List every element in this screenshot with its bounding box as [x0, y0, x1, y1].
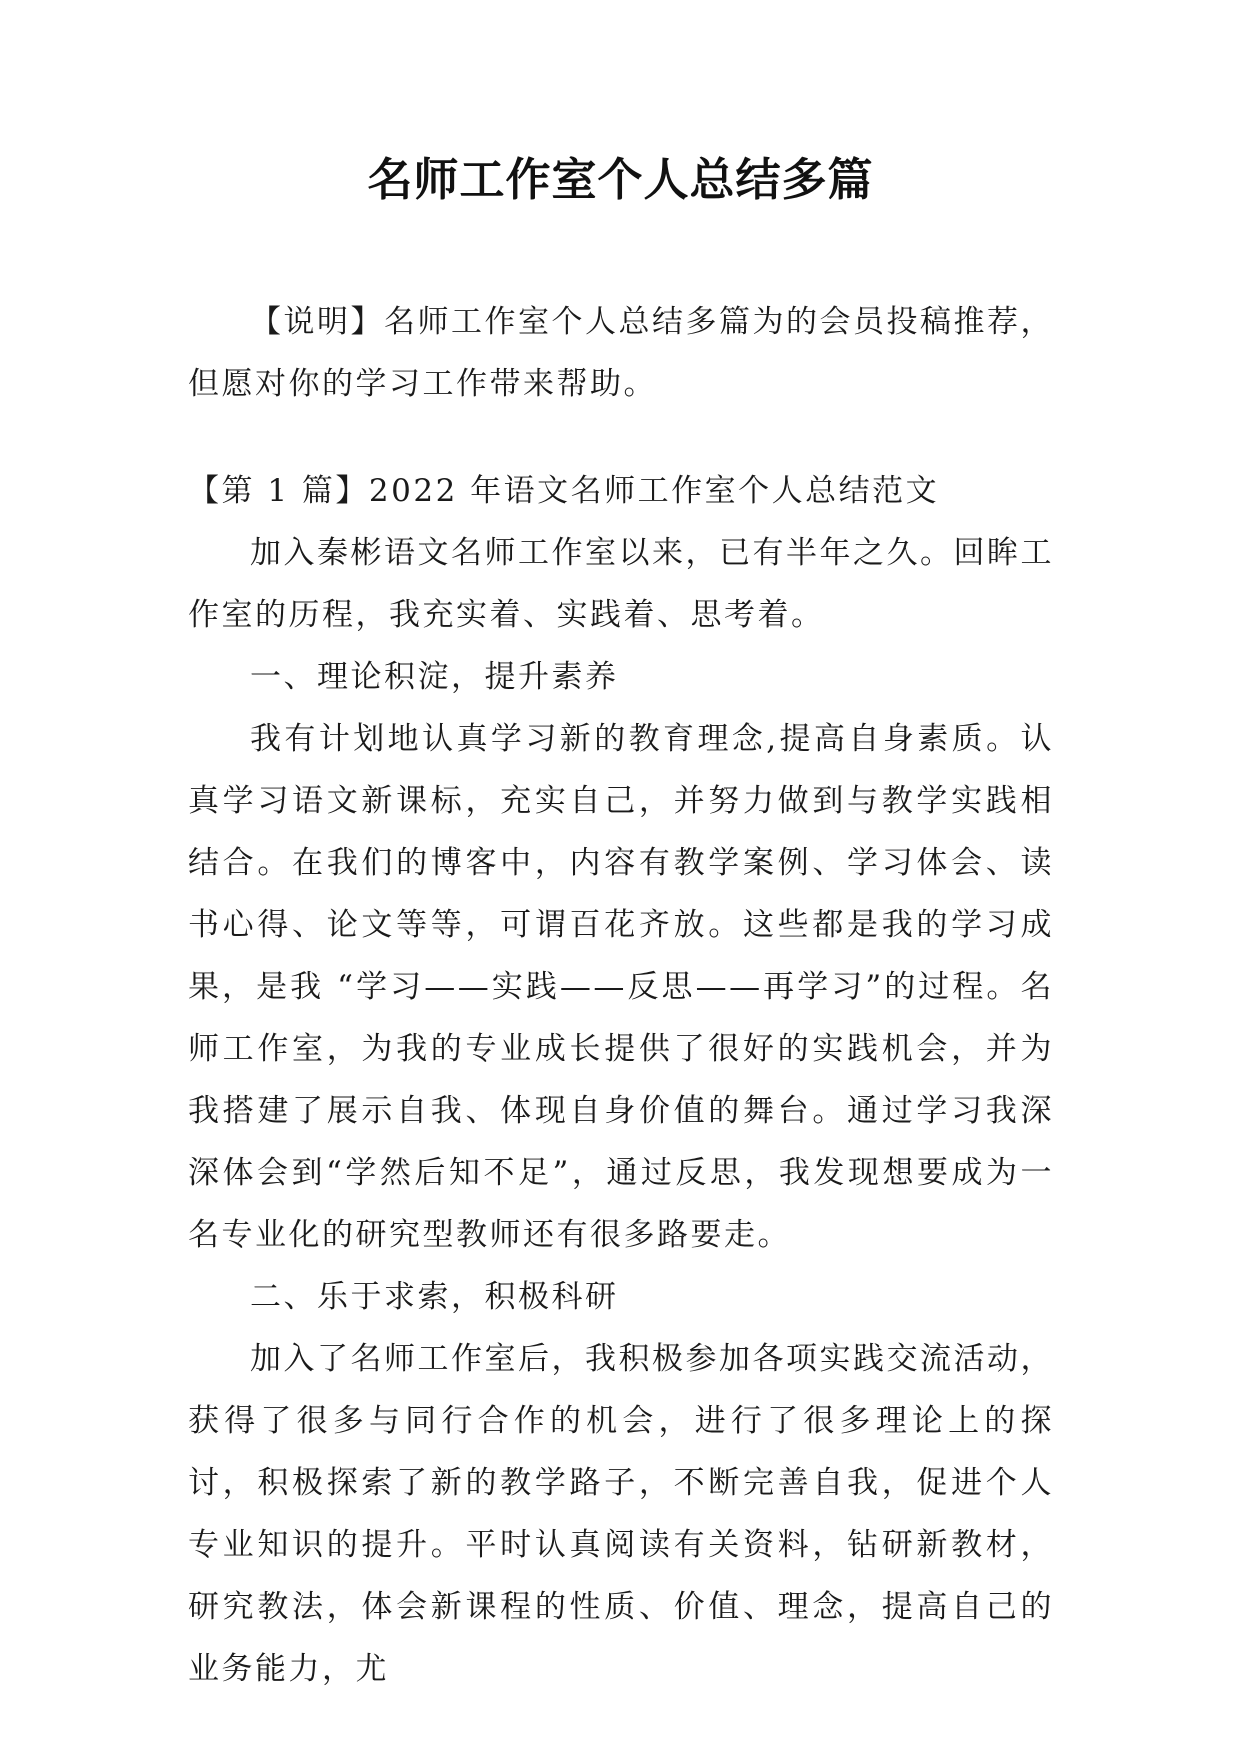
- intro-section: [188, 291, 1054, 415]
- document-title: 名师工作室个人总结多篇: [367, 153, 874, 206]
- section-heading-2: 二、乐于求索，积极科研: [250, 1279, 619, 1315]
- section-heading-1: 一、理论积淀，提升素养: [250, 659, 619, 695]
- article-heading: 【第 1 篇】2022 年语文名师工作室个人总结范文: [188, 473, 940, 509]
- article-body: [188, 460, 1054, 1700]
- body-paragraph-1: 加入秦彬语文名师工作室以来，已有半年之久。回眸工作室的历程，我充实着、实践着、思考着。: [188, 535, 1054, 633]
- body-paragraph-3: 加入了名师工作室后，我积极参加各项实践交流活动，获得了很多与同行合作的机会，进行了很多理论上的探讨，积极探索了新的教学路子，不断完善自我，促进个人专业知识的提升。平时认真阅读有关资料，钻研新教材，研究教法，体会新课程的性质、价值、理念，提高自己的业务能力，尤: [188, 1341, 1054, 1687]
- body-paragraph-2: 我有计划地认真学习新的教育理念,提高自身素质。认真学习语文新课标，充实自己，并努力做到与教学实践相结合。在我们的博客中，内容有教学案例、学习体会、读书心得、论文等等，可谓百花齐放。这些都是我的学习成果，是我 “学习——实践——反思——再学习”的过程。名师工作室，为我的专业成长提供了很好的实践机会，并为我搭建了展示自我、体现自身价值的舞台。通过学习我深深体会到“学然后知不足”，通过反思，我发现想要成为一名专业化的研究型教师还有很多路要走。: [188, 721, 1054, 1253]
- intro-paragraph: 【说明】名师工作室个人总结多篇为的会员投稿推荐，但愿对你的学习工作带来帮助。: [188, 304, 1054, 402]
